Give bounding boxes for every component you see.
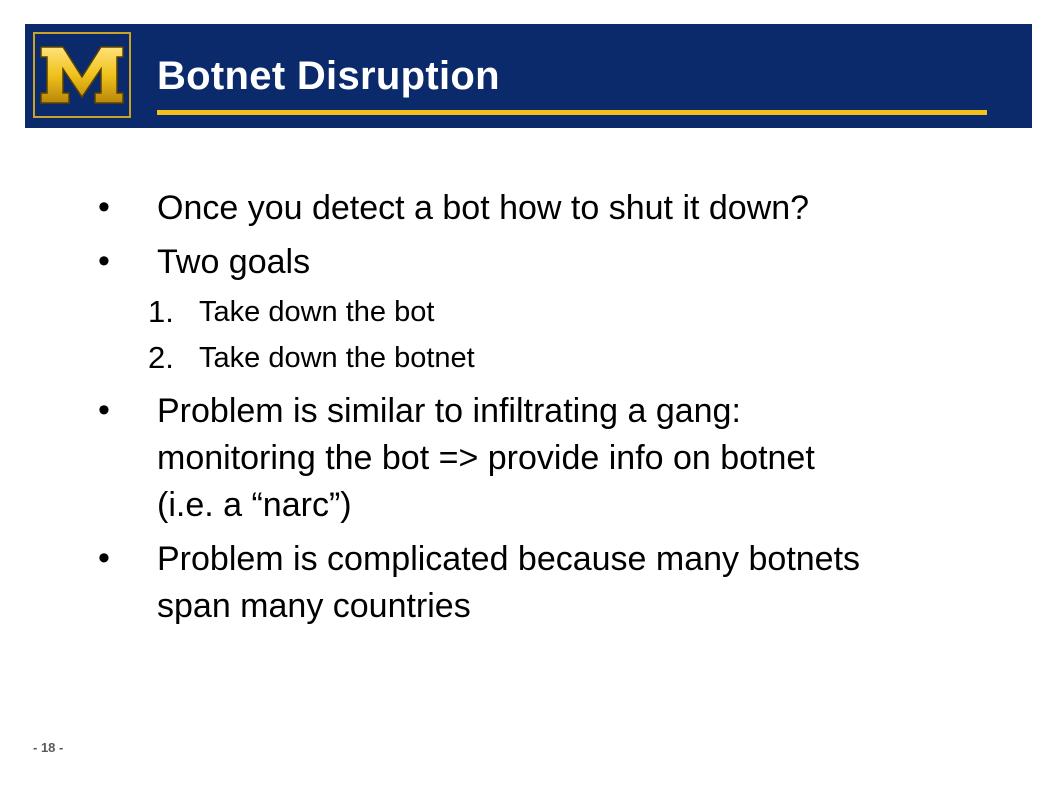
bullet-text-continued: span many countries [157,587,471,625]
list-number: 1. [148,294,174,329]
bullet-text: Two goals [157,243,311,281]
bullet-text: Problem is similar to infiltrating a gang: [157,392,741,430]
list-item-text: Take down the bot [199,296,435,328]
bullet-text: Once you detect a bot how to shut it down? [157,189,810,227]
bullet-text-continued: (i.e. a “narc”) [157,486,352,524]
bullet-text-continued: monitoring the bot => provide info on botnet [157,439,815,477]
list-number: 2. [148,340,174,375]
bullet-text: Problem is complicated because many botnets [157,540,861,578]
list-item-text: Take down the botnet [199,342,475,374]
bullet-marker: • [98,242,110,280]
page-number: - 18 - [33,740,64,755]
slide-title: Botnet Disruption [157,54,500,98]
bullet-marker: • [98,391,110,429]
bullet-marker: • [98,188,110,226]
bullet-marker: • [98,539,110,577]
